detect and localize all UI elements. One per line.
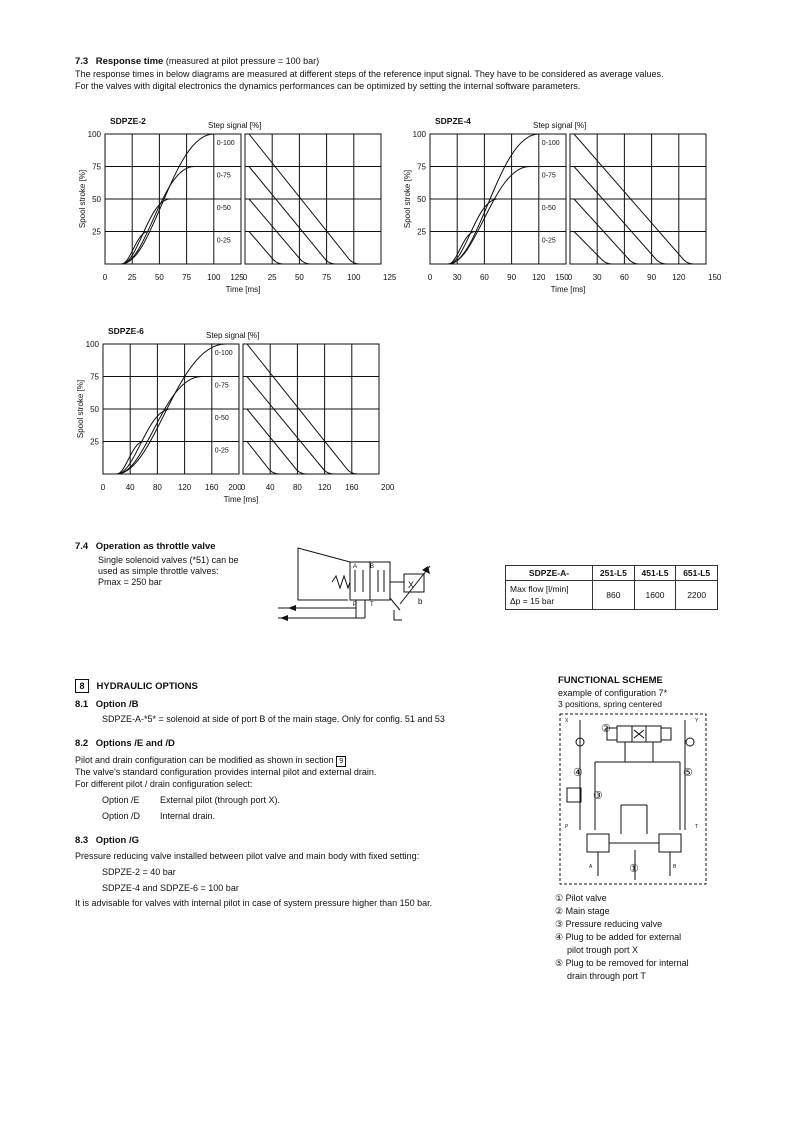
functional-scheme-subtitle: 3 positions, spring centered [558, 699, 662, 709]
port-label-p: P [353, 602, 358, 608]
legend-item: ③ Pressure reducing valve [555, 919, 663, 929]
legend-item: ① Pilot valve [555, 893, 607, 903]
x-tick-label: 0 [427, 273, 433, 282]
table-header-row [506, 566, 718, 581]
chart-title: SDPZE-4 [435, 116, 471, 126]
paragraph-line: For the valves with digital electronics the dynamics performances can be optimized by setting the internal software parameters. [75, 81, 581, 91]
y-tick-label: 25 [417, 227, 426, 237]
x-tick-label: 120 [532, 273, 546, 282]
x-tick-label: 60 [619, 273, 629, 282]
series-label: 0-25 [216, 237, 231, 245]
x-tick-label: 100 [347, 273, 361, 282]
closing-curve [245, 232, 284, 265]
response-chart-sdpze-4 [400, 112, 722, 294]
opening-curve [121, 167, 241, 265]
x-tick-label: 90 [647, 273, 657, 282]
paragraph-line: Pressure reducing valve installed between pilot valve and main body with fixed setting: [75, 851, 420, 861]
option-e-line [102, 794, 280, 806]
option-label: Option /E [102, 795, 140, 805]
section-title: HYDRAULIC OPTIONS [96, 681, 198, 692]
port-label-a: A [353, 564, 358, 570]
x-tick-label: 75 [182, 273, 192, 282]
series-label: 0-100 [216, 140, 235, 147]
section-7-3-heading [75, 55, 319, 68]
closing-curve [245, 167, 336, 265]
x-tick-label: 125 [383, 273, 397, 282]
port-label-b: B [370, 564, 375, 570]
table-header: SDPZE-A- [506, 566, 593, 581]
legend-item: ④ Plug to be added for external [555, 932, 682, 942]
y-tick-label: 25 [92, 227, 101, 237]
x-tick-label: 160 [345, 483, 359, 492]
solenoid-label: X [408, 580, 415, 590]
x-tick-label: 90 [507, 273, 517, 282]
series-label: 0-25 [214, 447, 229, 455]
table-header: 451-L5 [634, 566, 676, 581]
functional-scheme-subtitle: example of configuration 7* [558, 688, 668, 698]
y-axis-label: Spool stroke [%] [78, 169, 87, 229]
port-label-p: P [565, 824, 569, 830]
paragraph-line: It is advisable for valves with internal pilot in case of system pressure higher than 150 bar. [75, 898, 433, 908]
legend-item: pilot trough port X [567, 945, 639, 955]
y-tick-label: 100 [412, 130, 426, 139]
functional-scheme-diagram [555, 710, 715, 890]
table-cell: 2200 [676, 581, 718, 610]
paragraph-line: The response times in below diagrams are measured at different steps of the reference input signal. They have to be considered as average values. [75, 69, 664, 79]
row-label-line: Δp = 15 bar [510, 596, 555, 606]
table-cell: 860 [593, 581, 635, 610]
functional-scheme-title: FUNCTIONAL SCHEME [558, 675, 663, 686]
series-label: 0-75 [216, 172, 231, 180]
paragraph-line: used as simple throttle valves: [98, 566, 219, 576]
section-reference-box: 9 [336, 756, 346, 767]
step-signal-label: Step signal [%] [206, 331, 260, 340]
x-tick-label: 40 [125, 483, 135, 492]
option-d-line [102, 810, 215, 822]
subsection-8-2-heading [75, 737, 175, 750]
x-tick-label: 100 [207, 273, 221, 282]
y-tick-label: 100 [87, 130, 101, 139]
series-label: 0-100 [214, 350, 233, 357]
closing-curve [243, 442, 280, 475]
port-label-a: A [589, 864, 593, 870]
paragraph-line: Single solenoid valves (*51) can be [98, 555, 239, 565]
paragraph-line: Pmax = 250 bar [98, 577, 162, 587]
x-tick-label: 125 [230, 273, 244, 282]
x-tick-label: 160 [205, 483, 219, 492]
x-tick-label: 0 [240, 483, 246, 492]
callout-5: ⑤ [683, 767, 693, 779]
section-8-heading [75, 679, 198, 693]
x-axis-label: Time [ms] [550, 285, 586, 294]
paragraph-line: SDPZE-A-*5* = solenoid at side of port B of the main stage. Only for config. 51 and 53 [102, 714, 445, 724]
paragraph-line: For different pilot / drain configuration select: [75, 779, 253, 789]
port-label-b: B [673, 864, 677, 870]
table-row [506, 581, 718, 610]
subsection-8-1-heading [75, 698, 138, 711]
x-tick-label: 200 [381, 483, 395, 492]
step-signal-label: Step signal [%] [533, 121, 587, 130]
functional-scheme-legend [555, 892, 689, 983]
x-tick-label: 120 [177, 483, 192, 492]
port-label-x: X [565, 718, 569, 724]
subsection-title: Options /E and /D [95, 738, 175, 749]
chart-title: SDPZE-6 [108, 326, 144, 336]
port-label-t: T [370, 602, 374, 608]
response-chart-sdpze-6 [73, 322, 395, 504]
opening-curve [448, 167, 566, 265]
chart-title: SDPZE-2 [110, 116, 146, 126]
closing-curve [570, 232, 612, 265]
subsection-number: 8.1 [75, 699, 89, 710]
x-tick-label: 150 [708, 273, 722, 282]
opening-curve [117, 377, 239, 475]
series-label: 0-25 [541, 237, 556, 245]
section-title: Operation as throttle valve [95, 541, 216, 552]
x-tick-label: 40 [265, 483, 275, 492]
callout-2: ② [601, 723, 611, 735]
paragraph-line: SDPZE-2 = 40 bar [102, 867, 176, 877]
subsection-8-3-heading [75, 834, 139, 847]
x-tick-label: 150 [555, 273, 569, 282]
callout-3: ③ [593, 790, 603, 802]
series-label: 0-75 [214, 382, 229, 390]
section-number: 7.3 [75, 56, 89, 67]
step-signal-label: Step signal [%] [208, 121, 262, 130]
series-label: 0-50 [216, 205, 231, 212]
legend-item: ⑤ Plug to be removed for internal [555, 958, 689, 968]
y-tick-label: 75 [417, 162, 426, 172]
series-label: 0-100 [541, 140, 560, 147]
x-tick-label: 200 [228, 483, 242, 492]
section-number-box: 8 [75, 679, 89, 693]
series-label: 0-50 [541, 205, 556, 212]
section-title: Response time [95, 56, 164, 67]
port-label-y: Y [695, 718, 699, 724]
x-tick-label: 120 [672, 273, 686, 282]
section-7-4-heading [75, 540, 216, 553]
throttle-valve-symbol [270, 540, 440, 630]
y-tick-label: 50 [92, 195, 101, 204]
table-header: 651-L5 [676, 566, 718, 581]
y-axis-label: Spool stroke [%] [403, 169, 412, 229]
x-axis-label: Time [ms] [223, 495, 259, 504]
y-axis-label: Spool stroke [%] [76, 379, 85, 439]
y-tick-label: 75 [90, 372, 99, 382]
x-axis-label: Time [ms] [225, 285, 261, 294]
x-tick-label: 120 [317, 483, 332, 492]
x-tick-label: 30 [452, 273, 462, 282]
max-flow-table [505, 565, 718, 610]
closing-curve [570, 167, 667, 265]
table-header: 251-L5 [593, 566, 635, 581]
x-tick-label: 75 [322, 273, 332, 282]
option-text: External pilot (through port X). [160, 795, 281, 805]
legend-item: ② Main stage [555, 906, 610, 916]
table-cell: 1600 [634, 581, 676, 610]
section-title-note: (measured at pilot pressure = 100 bar) [165, 56, 320, 66]
subsection-number: 8.3 [75, 835, 89, 846]
y-tick-label: 25 [90, 437, 99, 447]
x-tick-label: 80 [292, 483, 302, 492]
series-label: 0-50 [214, 415, 229, 422]
x-tick-label: 25 [127, 273, 137, 282]
callout-1: ① [629, 863, 639, 875]
port-label-t: T [695, 824, 699, 830]
x-tick-label: 60 [479, 273, 489, 282]
subsection-number: 8.2 [75, 738, 89, 749]
x-tick-label: 0 [567, 273, 573, 282]
x-tick-label: 25 [267, 273, 277, 282]
x-tick-label: 80 [152, 483, 162, 492]
x-tick-label: 0 [102, 273, 108, 282]
subsection-title: Option /G [95, 835, 140, 846]
y-tick-label: 50 [417, 195, 426, 204]
paragraph-text: Pilot and drain configuration can be modified as shown in section [75, 755, 334, 765]
subsection-title: Option /B [95, 699, 139, 710]
x-tick-label: 0 [242, 273, 248, 282]
x-tick-label: 50 [154, 273, 164, 282]
table-row-label [506, 581, 593, 610]
option-text: Internal drain. [160, 811, 216, 821]
x-tick-label: 50 [294, 273, 304, 282]
paragraph-line: SDPZE-4 and SDPZE-6 = 100 bar [102, 883, 239, 893]
row-label-line: Max flow [l/min] [510, 584, 569, 594]
section-number: 7.4 [75, 541, 89, 552]
x-tick-label: 0 [100, 483, 106, 492]
callout-4: ④ [573, 767, 583, 779]
series-label: 0-75 [541, 172, 556, 180]
paragraph-line: The valve's standard configuration provides internal pilot and external drain. [75, 767, 377, 777]
x-tick-label: 30 [592, 273, 602, 282]
y-tick-label: 100 [85, 340, 99, 349]
y-tick-label: 75 [92, 162, 101, 172]
y-tick-label: 50 [90, 405, 99, 414]
response-chart-sdpze-2 [75, 112, 397, 294]
solenoid-b-label: b [418, 597, 423, 606]
legend-item: drain through port T [567, 971, 646, 981]
option-label: Option /D [102, 811, 141, 821]
